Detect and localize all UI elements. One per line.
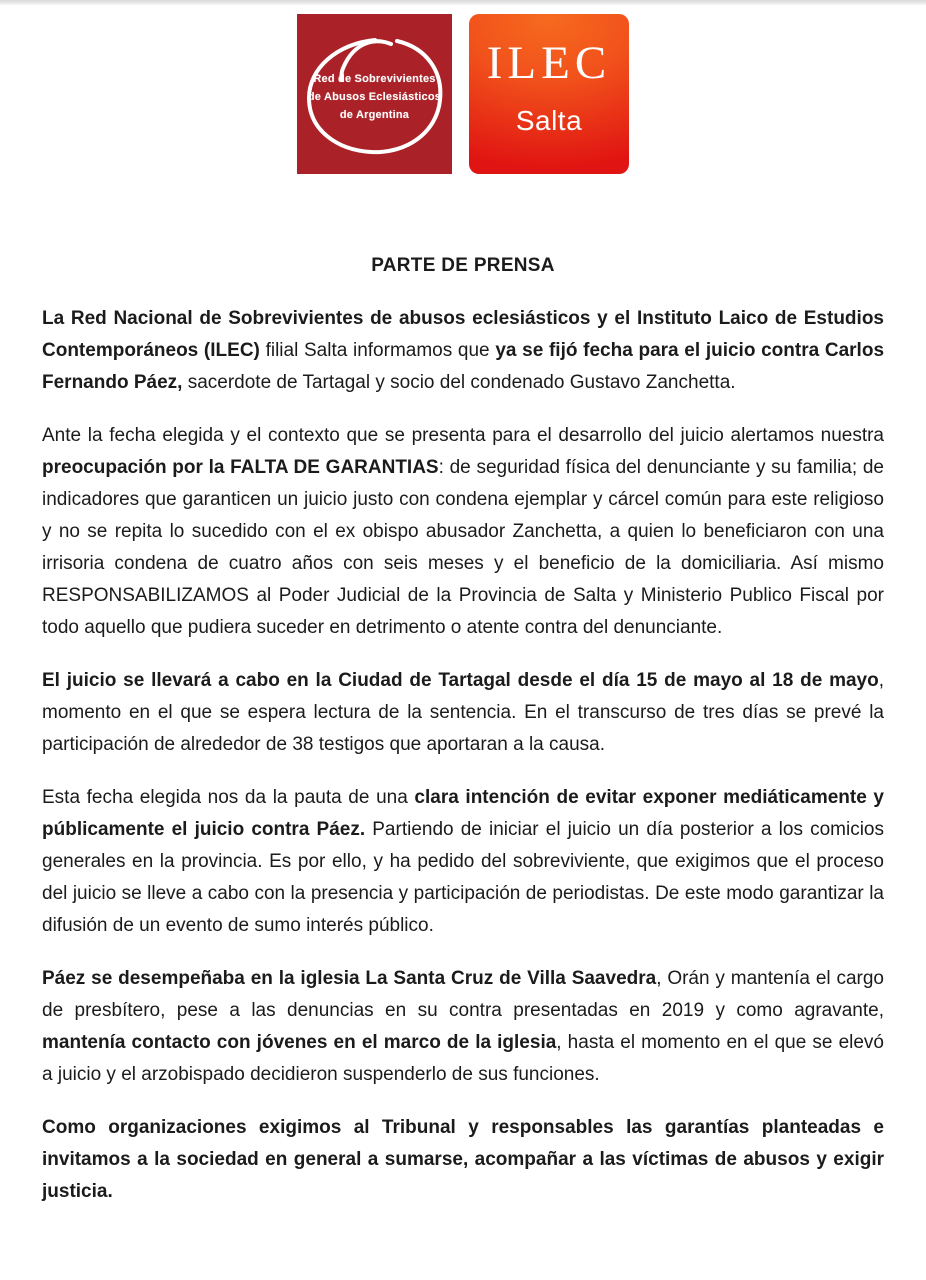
logo-header <box>0 5 926 174</box>
paragraph: La Red Nacional de Sobrevivientes de abusos eclesiásticos y el Instituto Laico de Estudios Contemporáneos (ILEC) filial Salta informamos que ya se fijó fecha para el juicio contra Carlos Fernando Páez, sacerdote de Tartagal y socio del condenado Gustavo Zanchetta. <box>42 308 885 393</box>
ilec-acronym: ILEC <box>486 37 612 89</box>
paragraph: Esta fecha elegida nos da la pauta de una clara intención de evitar exponer mediáticamente y públicamente el juicio contra Páez. Partiendo de iniciar el juicio un día posterior a los comicios generales en la provincia. Es por ello, y ha pedido del sobreviviente, que exigimos que el proceso del juicio se lleve a cabo con la presencia y participación de periodistas. De este modo garantizar la difusión de un evento de sumo interés público. <box>42 787 884 936</box>
logo-text-line: Red de Sobrevivientes <box>313 73 436 85</box>
ilec-subtitle: Salta <box>515 105 583 136</box>
paragraph: El juicio se llevará a cabo en la Ciudad de Tartagal desde el día 15 de mayo al 18 de mayo, momento en el que se espera lectura de la sentencia. En el transcurso de tres días se prevé la participación de alrededor de 38 testigos que aportaran a la causa. <box>42 670 884 755</box>
survivors-network-logo-text <box>297 14 452 174</box>
survivors-network-logo <box>297 14 452 174</box>
document-title: PARTE DE PRENSA <box>371 255 555 276</box>
paragraph: Ante la fecha elegida y el contexto que se presenta para el desarrollo del juicio alertamos nuestra preocupación por la FALTA DE GARANTIAS: de seguridad física del denunciante y su familia; de indicadores que garanticen un juicio justo con condena ejemplar y cárcel común para este religioso y no se repita lo sucedido con el ex obispo abusador Zanchetta, a quien lo beneficiaron con una irrisoria condena de cuatro años con seis meses y el beneficio de la domiciliaria. Así mismo RESPONSABILIZAMOS al Poder Judicial de la Provincia de Salta y Ministerio Publico Fiscal por todo aquello que pudiera suceder en detrimento o atente contra del denunciante. <box>42 425 884 638</box>
press-release-body <box>0 303 926 1269</box>
logo-text-line: de Argentina <box>339 109 410 121</box>
paragraph: Como organizaciones exigimos al Tribunal y responsables las garantías planteadas e invitamos a la sociedad en general a sumarse, acompañar a las víctimas de abusos y exigir justicia. <box>42 1117 884 1202</box>
logo-text-line: de Abusos Eclesiásticos <box>307 91 442 103</box>
paragraph: Páez se desempeñaba en la iglesia La Santa Cruz de Villa Saavedra, Orán y mantenía el cargo de presbítero, pese a las denuncias en su contra presentadas en 2019 y como agravante, mantenía contacto con jóvenes en el marco de la iglesia, hasta el momento en el que se elevó a juicio y el arzobispado decidieron suspenderlo de sus funciones. <box>42 968 885 1085</box>
ilec-salta-logo <box>469 14 629 174</box>
